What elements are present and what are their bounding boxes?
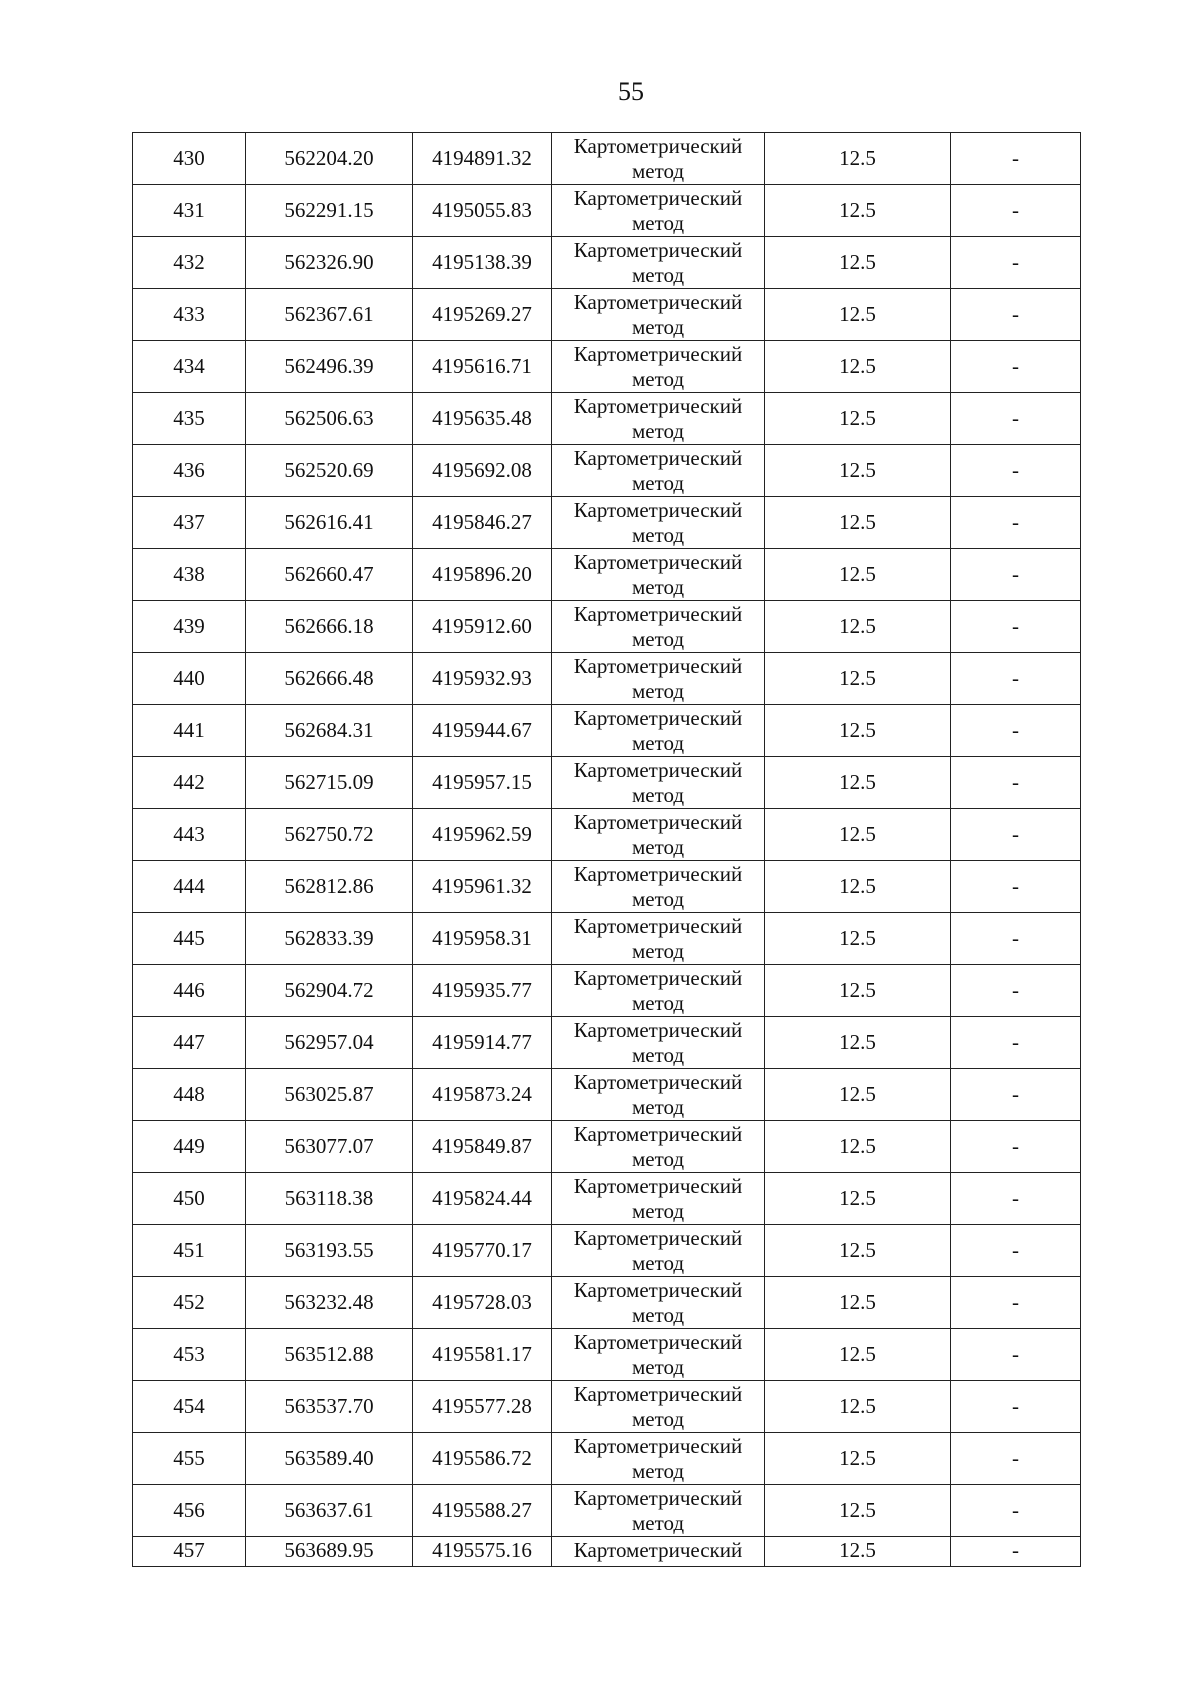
note-cell: - [951, 237, 1081, 289]
table-row [133, 1173, 1081, 1225]
y-coordinate-cell: 4195935.77 [413, 965, 552, 1017]
table-row [133, 601, 1081, 653]
note-cell: - [951, 705, 1081, 757]
accuracy-cell: 12.5 [765, 1537, 951, 1567]
method-text: Картометрический метод [573, 757, 743, 807]
point-number-cell: 442 [133, 757, 246, 809]
accuracy-cell: 12.5 [765, 965, 951, 1017]
x-coordinate-cell: 563193.55 [246, 1225, 413, 1277]
accuracy-cell: 12.5 [765, 913, 951, 965]
accuracy-cell: 12.5 [765, 185, 951, 237]
y-coordinate-cell: 4194891.32 [413, 133, 552, 185]
point-number-cell: 446 [133, 965, 246, 1017]
x-coordinate-cell: 563689.95 [246, 1537, 413, 1567]
y-coordinate-cell: 4195958.31 [413, 913, 552, 965]
y-coordinate-cell: 4195896.20 [413, 549, 552, 601]
method-cell [552, 705, 765, 757]
table-row [133, 393, 1081, 445]
note-cell: - [951, 133, 1081, 185]
note-cell: - [951, 289, 1081, 341]
point-number-cell: 447 [133, 1017, 246, 1069]
table-row [133, 185, 1081, 237]
table-row [133, 1225, 1081, 1277]
point-number-cell: 433 [133, 289, 246, 341]
method-cell [552, 965, 765, 1017]
accuracy-cell: 12.5 [765, 1121, 951, 1173]
note-cell: - [951, 185, 1081, 237]
point-number-cell: 457 [133, 1537, 246, 1567]
note-cell: - [951, 861, 1081, 913]
method-cell [552, 757, 765, 809]
note-cell: - [951, 445, 1081, 497]
table-row [133, 809, 1081, 861]
coordinates-table [132, 132, 1081, 1567]
note-cell: - [951, 1121, 1081, 1173]
note-cell: - [951, 809, 1081, 861]
note-cell: - [951, 1173, 1081, 1225]
y-coordinate-cell: 4195962.59 [413, 809, 552, 861]
x-coordinate-cell: 562715.09 [246, 757, 413, 809]
method-text: Картометрический метод [573, 965, 743, 1015]
y-coordinate-cell: 4195770.17 [413, 1225, 552, 1277]
accuracy-cell: 12.5 [765, 133, 951, 185]
method-text: Картометрический метод [573, 445, 743, 495]
method-cell [552, 393, 765, 445]
x-coordinate-cell: 562496.39 [246, 341, 413, 393]
y-coordinate-cell: 4195932.93 [413, 653, 552, 705]
y-coordinate-cell: 4195055.83 [413, 185, 552, 237]
method-text: Картометрический метод [573, 549, 743, 599]
point-number-cell: 455 [133, 1433, 246, 1485]
table-row [133, 497, 1081, 549]
x-coordinate-cell: 562291.15 [246, 185, 413, 237]
accuracy-cell: 12.5 [765, 289, 951, 341]
method-cell [552, 185, 765, 237]
note-cell: - [951, 1017, 1081, 1069]
note-cell: - [951, 1433, 1081, 1485]
table-row [133, 289, 1081, 341]
y-coordinate-cell: 4195692.08 [413, 445, 552, 497]
method-cell [552, 861, 765, 913]
note-cell: - [951, 1537, 1081, 1567]
point-number-cell: 434 [133, 341, 246, 393]
method-cell [552, 1277, 765, 1329]
method-text: Картометрический метод [573, 1485, 743, 1535]
accuracy-cell: 12.5 [765, 1225, 951, 1277]
accuracy-cell: 12.5 [765, 1485, 951, 1537]
note-cell: - [951, 549, 1081, 601]
method-text: Картометрический метод [573, 809, 743, 859]
method-cell [552, 133, 765, 185]
point-number-cell: 450 [133, 1173, 246, 1225]
accuracy-cell: 12.5 [765, 1433, 951, 1485]
accuracy-cell: 12.5 [765, 653, 951, 705]
point-number-cell: 448 [133, 1069, 246, 1121]
y-coordinate-cell: 4195912.60 [413, 601, 552, 653]
accuracy-cell: 12.5 [765, 341, 951, 393]
table-row [133, 653, 1081, 705]
accuracy-cell: 12.5 [765, 601, 951, 653]
x-coordinate-cell: 562666.48 [246, 653, 413, 705]
x-coordinate-cell: 562957.04 [246, 1017, 413, 1069]
point-number-cell: 430 [133, 133, 246, 185]
method-cell [552, 237, 765, 289]
method-text: Картометрический метод [573, 1381, 743, 1431]
x-coordinate-cell: 562684.31 [246, 705, 413, 757]
x-coordinate-cell: 562904.72 [246, 965, 413, 1017]
method-text: Картометрический метод [573, 1121, 743, 1171]
y-coordinate-cell: 4195586.72 [413, 1433, 552, 1485]
table-row [133, 1329, 1081, 1381]
method-text: Картометрический метод [573, 393, 743, 443]
method-text: Картометрический метод [573, 601, 743, 651]
method-text: Картометрический метод [573, 1329, 743, 1379]
point-number-cell: 452 [133, 1277, 246, 1329]
table-row [133, 1277, 1081, 1329]
point-number-cell: 432 [133, 237, 246, 289]
point-number-cell: 456 [133, 1485, 246, 1537]
table-row [133, 549, 1081, 601]
method-cell [552, 445, 765, 497]
point-number-cell: 453 [133, 1329, 246, 1381]
accuracy-cell: 12.5 [765, 861, 951, 913]
accuracy-cell: 12.5 [765, 549, 951, 601]
table-row [133, 341, 1081, 393]
method-text: Картометрический метод [573, 133, 743, 183]
method-text: Картометрический [573, 1538, 743, 1562]
note-cell: - [951, 341, 1081, 393]
y-coordinate-cell: 4195824.44 [413, 1173, 552, 1225]
note-cell: - [951, 1277, 1081, 1329]
method-cell [552, 601, 765, 653]
y-coordinate-cell: 4195728.03 [413, 1277, 552, 1329]
table-row [133, 133, 1081, 185]
point-number-cell: 449 [133, 1121, 246, 1173]
table-row [133, 1433, 1081, 1485]
y-coordinate-cell: 4195577.28 [413, 1381, 552, 1433]
note-cell: - [951, 757, 1081, 809]
method-text: Картометрический метод [573, 1173, 743, 1223]
method-cell [552, 809, 765, 861]
point-number-cell: 443 [133, 809, 246, 861]
point-number-cell: 444 [133, 861, 246, 913]
table-row [133, 965, 1081, 1017]
note-cell: - [951, 1485, 1081, 1537]
accuracy-cell: 12.5 [765, 1381, 951, 1433]
method-text: Картометрический метод [573, 1225, 743, 1275]
table-row [133, 913, 1081, 965]
method-cell [552, 289, 765, 341]
x-coordinate-cell: 562506.63 [246, 393, 413, 445]
method-cell [552, 653, 765, 705]
method-cell [552, 1069, 765, 1121]
note-cell: - [951, 1069, 1081, 1121]
accuracy-cell: 12.5 [765, 1173, 951, 1225]
point-number-cell: 451 [133, 1225, 246, 1277]
accuracy-cell: 12.5 [765, 497, 951, 549]
note-cell: - [951, 653, 1081, 705]
y-coordinate-cell: 4195846.27 [413, 497, 552, 549]
table-row [133, 861, 1081, 913]
method-cell [552, 549, 765, 601]
accuracy-cell: 12.5 [765, 1069, 951, 1121]
accuracy-cell: 12.5 [765, 237, 951, 289]
table-row [133, 1485, 1081, 1537]
method-text: Картометрический метод [573, 185, 743, 235]
point-number-cell: 437 [133, 497, 246, 549]
method-cell [552, 497, 765, 549]
method-text: Картометрический метод [573, 653, 743, 703]
table-row [133, 237, 1081, 289]
point-number-cell: 454 [133, 1381, 246, 1433]
method-text: Картометрический метод [573, 1433, 743, 1483]
point-number-cell: 436 [133, 445, 246, 497]
method-text: Картометрический метод [573, 1069, 743, 1119]
note-cell: - [951, 1225, 1081, 1277]
method-text: Картометрический метод [573, 1017, 743, 1067]
table-row [133, 445, 1081, 497]
note-cell: - [951, 601, 1081, 653]
y-coordinate-cell: 4195849.87 [413, 1121, 552, 1173]
x-coordinate-cell: 563232.48 [246, 1277, 413, 1329]
x-coordinate-cell: 563512.88 [246, 1329, 413, 1381]
point-number-cell: 440 [133, 653, 246, 705]
table-row [133, 1121, 1081, 1173]
method-text: Картометрический метод [573, 497, 743, 547]
note-cell: - [951, 965, 1081, 1017]
x-coordinate-cell: 563589.40 [246, 1433, 413, 1485]
y-coordinate-cell: 4195269.27 [413, 289, 552, 341]
table-body [133, 133, 1081, 1567]
x-coordinate-cell: 563077.07 [246, 1121, 413, 1173]
x-coordinate-cell: 563537.70 [246, 1381, 413, 1433]
point-number-cell: 439 [133, 601, 246, 653]
accuracy-cell: 12.5 [765, 393, 951, 445]
note-cell: - [951, 1329, 1081, 1381]
method-text: Картометрический метод [573, 913, 743, 963]
x-coordinate-cell: 562616.41 [246, 497, 413, 549]
table-row [133, 1017, 1081, 1069]
table-row [133, 1069, 1081, 1121]
table-row [133, 1537, 1081, 1567]
accuracy-cell: 12.5 [765, 1017, 951, 1069]
point-number-cell: 431 [133, 185, 246, 237]
y-coordinate-cell: 4195944.67 [413, 705, 552, 757]
x-coordinate-cell: 563637.61 [246, 1485, 413, 1537]
x-coordinate-cell: 562833.39 [246, 913, 413, 965]
y-coordinate-cell: 4195635.48 [413, 393, 552, 445]
y-coordinate-cell: 4195616.71 [413, 341, 552, 393]
note-cell: - [951, 393, 1081, 445]
method-text: Картометрический метод [573, 705, 743, 755]
method-cell [552, 1485, 765, 1537]
y-coordinate-cell: 4195961.32 [413, 861, 552, 913]
method-cell [552, 1433, 765, 1485]
table-row [133, 757, 1081, 809]
x-coordinate-cell: 562204.20 [246, 133, 413, 185]
table-row [133, 1381, 1081, 1433]
method-cell [552, 1017, 765, 1069]
accuracy-cell: 12.5 [765, 705, 951, 757]
y-coordinate-cell: 4195575.16 [413, 1537, 552, 1567]
x-coordinate-cell: 563118.38 [246, 1173, 413, 1225]
table-row [133, 705, 1081, 757]
y-coordinate-cell: 4195914.77 [413, 1017, 552, 1069]
accuracy-cell: 12.5 [765, 809, 951, 861]
y-coordinate-cell: 4195957.15 [413, 757, 552, 809]
y-coordinate-cell: 4195588.27 [413, 1485, 552, 1537]
method-text: Картометрический метод [573, 861, 743, 911]
y-coordinate-cell: 4195581.17 [413, 1329, 552, 1381]
y-coordinate-cell: 4195138.39 [413, 237, 552, 289]
x-coordinate-cell: 562367.61 [246, 289, 413, 341]
note-cell: - [951, 497, 1081, 549]
method-text: Картометрический метод [573, 237, 743, 287]
page-number: 55 [618, 77, 644, 106]
point-number-cell: 435 [133, 393, 246, 445]
method-cell [552, 1225, 765, 1277]
method-cell [552, 1537, 765, 1567]
x-coordinate-cell: 562520.69 [246, 445, 413, 497]
method-cell [552, 913, 765, 965]
accuracy-cell: 12.5 [765, 757, 951, 809]
method-cell [552, 1381, 765, 1433]
method-text: Картометрический метод [573, 341, 743, 391]
point-number-cell: 438 [133, 549, 246, 601]
x-coordinate-cell: 562750.72 [246, 809, 413, 861]
accuracy-cell: 12.5 [765, 1277, 951, 1329]
x-coordinate-cell: 562666.18 [246, 601, 413, 653]
point-number-cell: 441 [133, 705, 246, 757]
x-coordinate-cell: 562812.86 [246, 861, 413, 913]
accuracy-cell: 12.5 [765, 445, 951, 497]
method-cell [552, 341, 765, 393]
x-coordinate-cell: 563025.87 [246, 1069, 413, 1121]
method-text: Картометрический метод [573, 289, 743, 339]
accuracy-cell: 12.5 [765, 1329, 951, 1381]
method-cell [552, 1121, 765, 1173]
method-text: Картометрический метод [573, 1277, 743, 1327]
x-coordinate-cell: 562660.47 [246, 549, 413, 601]
point-number-cell: 445 [133, 913, 246, 965]
method-cell [552, 1173, 765, 1225]
method-cell [552, 1329, 765, 1381]
x-coordinate-cell: 562326.90 [246, 237, 413, 289]
note-cell: - [951, 1381, 1081, 1433]
y-coordinate-cell: 4195873.24 [413, 1069, 552, 1121]
note-cell: - [951, 913, 1081, 965]
